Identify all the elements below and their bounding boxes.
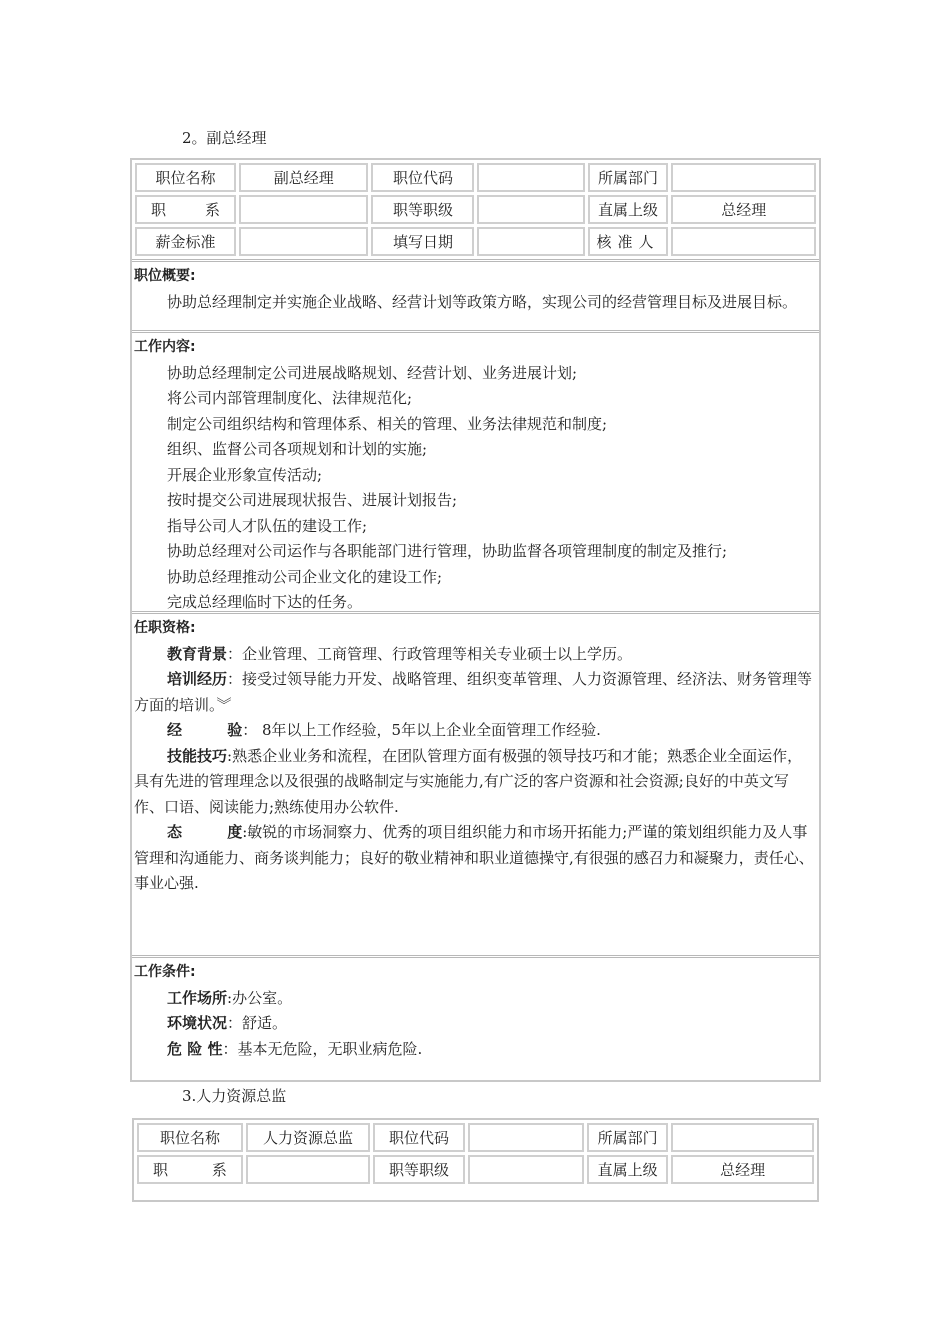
list-item: 将公司内部管理制度化、法律规范化; [167, 389, 413, 407]
skills-paragraph [134, 744, 817, 821]
cell-label-position-code: 职位代码 [373, 1123, 465, 1152]
cell-value-supervisor: 总经理 [671, 195, 816, 224]
experience-paragraph [134, 718, 817, 744]
cell-label-fill-date: 填写日期 [371, 227, 474, 256]
cell-label-supervisor: 直属上级 [588, 195, 669, 224]
cell-value-fill-date [477, 227, 584, 256]
list-item: 协助总经理推动公司企业文化的建设工作; [167, 567, 443, 586]
risk-label: 危 险 性 [167, 1039, 223, 1058]
attitude-paragraph [134, 820, 817, 897]
cell-value-supervisor: 总经理 [671, 1155, 814, 1184]
duties-section [132, 330, 819, 611]
cell-label-department: 所属部门 [587, 1123, 668, 1152]
experience-text: ： 8年以上工作经验，5年以上企业全面管理工作经验. [242, 721, 601, 739]
overview-text: 协助总经理制定并实施企业战略、经营计划等政策方略，实现公司的经营管理目标及进展目标。 [167, 292, 798, 311]
section-heading-deputy-gm: 2。副总经理 [182, 129, 267, 147]
list-item: 组织、监督公司各项规划和计划的实施; [167, 440, 428, 458]
education-label: 教育背景 [167, 644, 228, 663]
duties-title: 工作内容: [134, 339, 196, 355]
cell-value-position-name: 人力资源总监 [246, 1123, 370, 1152]
cell-label-approver: 核准人 [588, 227, 669, 256]
cell-label-job-family: 职 系 [135, 195, 236, 224]
cell-label-supervisor: 直属上级 [587, 1155, 668, 1184]
cell-value-position-name: 副总经理 [239, 163, 368, 192]
cell-value-department [671, 1123, 814, 1152]
environment-line [134, 1011, 817, 1037]
deputy-gm-job-table [130, 158, 821, 1082]
overview-title: 职位概要: [134, 268, 196, 284]
place-label: 工作场所 [167, 988, 228, 1007]
experience-label: 经 验 [167, 721, 243, 739]
environment-label: 环境状况 [167, 1014, 228, 1032]
hr-director-job-table [132, 1118, 819, 1202]
skills-text: :熟悉企业业务和流程，在团队管理方面有极强的领导技巧和才能；熟悉企业全面运作，具有先进的管理理念以及很强的战略制定与实施能力,有广泛的客户资源和社会资源;良好的中英文写作、口语、阅读能力;熟练使用办公软件. [134, 746, 803, 816]
cell-value-position-code [477, 163, 584, 192]
conditions-title: 工作条件: [134, 964, 196, 980]
conditions-section [132, 955, 819, 1066]
cell-value-salary [239, 227, 368, 256]
table-row [137, 1123, 814, 1152]
qualifications-title: 任职资格: [134, 620, 196, 636]
skills-label: 技能技巧 [167, 746, 228, 765]
cell-value-grade [477, 195, 584, 224]
cell-label-position-name: 职位名称 [137, 1123, 243, 1152]
table-row [137, 1155, 814, 1184]
cell-label-job-family: 职 系 [137, 1155, 243, 1184]
cell-label-position-code: 职位代码 [371, 163, 474, 192]
cell-label-grade: 职等职级 [373, 1155, 465, 1184]
cell-value-position-code [468, 1123, 584, 1152]
place-text: :办公室。 [227, 988, 293, 1007]
training-text: ：接受过领导能力开发、战略管理、组织变革管理、人力资源管理、经济法、财务管理等方面的培训。︾ [134, 670, 813, 714]
cell-label-salary: 薪金标准 [135, 227, 236, 256]
attitude-label: 态 度 [167, 823, 243, 841]
deputy-gm-header-table [132, 160, 819, 259]
list-item: 制定公司组织结构和管理体系、相关的管理、业务法律规范和制度; [167, 414, 608, 433]
cell-label-grade: 职等职级 [371, 195, 474, 224]
training-label: 培训经历 [167, 670, 228, 688]
education-paragraph [134, 642, 817, 668]
list-item: 完成总经理临时下达的任务。 [167, 593, 363, 611]
environment-text: ：舒适。 [227, 1014, 288, 1032]
overview-section [132, 259, 819, 330]
training-paragraph [134, 667, 817, 718]
table-row [135, 163, 816, 192]
list-item: 协助总经理对公司运作与各职能部门进行管理，协助监督各项管理制度的制定及推行; [167, 542, 728, 560]
cell-label-position-name: 职位名称 [135, 163, 236, 192]
place-line [134, 986, 817, 1012]
qualifications-section [132, 611, 819, 955]
section-heading-hr-director: 3.人力资源总监 [182, 1087, 287, 1105]
attitude-text: :敏锐的市场洞察力、优秀的项目组织能力和市场开拓能力;严谨的策划组织能力及人事管理和沟通能力、商务谈判能力；良好的敬业精神和职业道德操守,有很强的感召力和凝聚力，责任心、事业心强. [134, 823, 814, 892]
table-row [135, 227, 816, 256]
cell-value-job-family [246, 1155, 370, 1184]
cell-value-grade [468, 1155, 584, 1184]
list-item: 开展企业形象宣传活动; [167, 465, 323, 484]
list-item: 按时提交公司进展现状报告、进展计划报告; [167, 491, 458, 509]
table-row [135, 195, 816, 224]
cell-value-department [671, 163, 816, 192]
cell-value-job-family [239, 195, 368, 224]
hr-director-header-table [134, 1120, 817, 1187]
cell-label-department: 所属部门 [588, 163, 669, 192]
list-item: 指导公司人才队伍的建设工作; [167, 516, 368, 535]
risk-text: ：基本无危险，无职业病危险. [222, 1039, 423, 1058]
education-text: ：企业管理、工商管理、行政管理等相关专业硕士以上学历。 [227, 644, 633, 663]
cell-value-approver [671, 227, 816, 256]
list-item: 协助总经理制定公司进展战略规划、经营计划、业务进展计划; [167, 363, 578, 382]
risk-line [134, 1037, 817, 1063]
